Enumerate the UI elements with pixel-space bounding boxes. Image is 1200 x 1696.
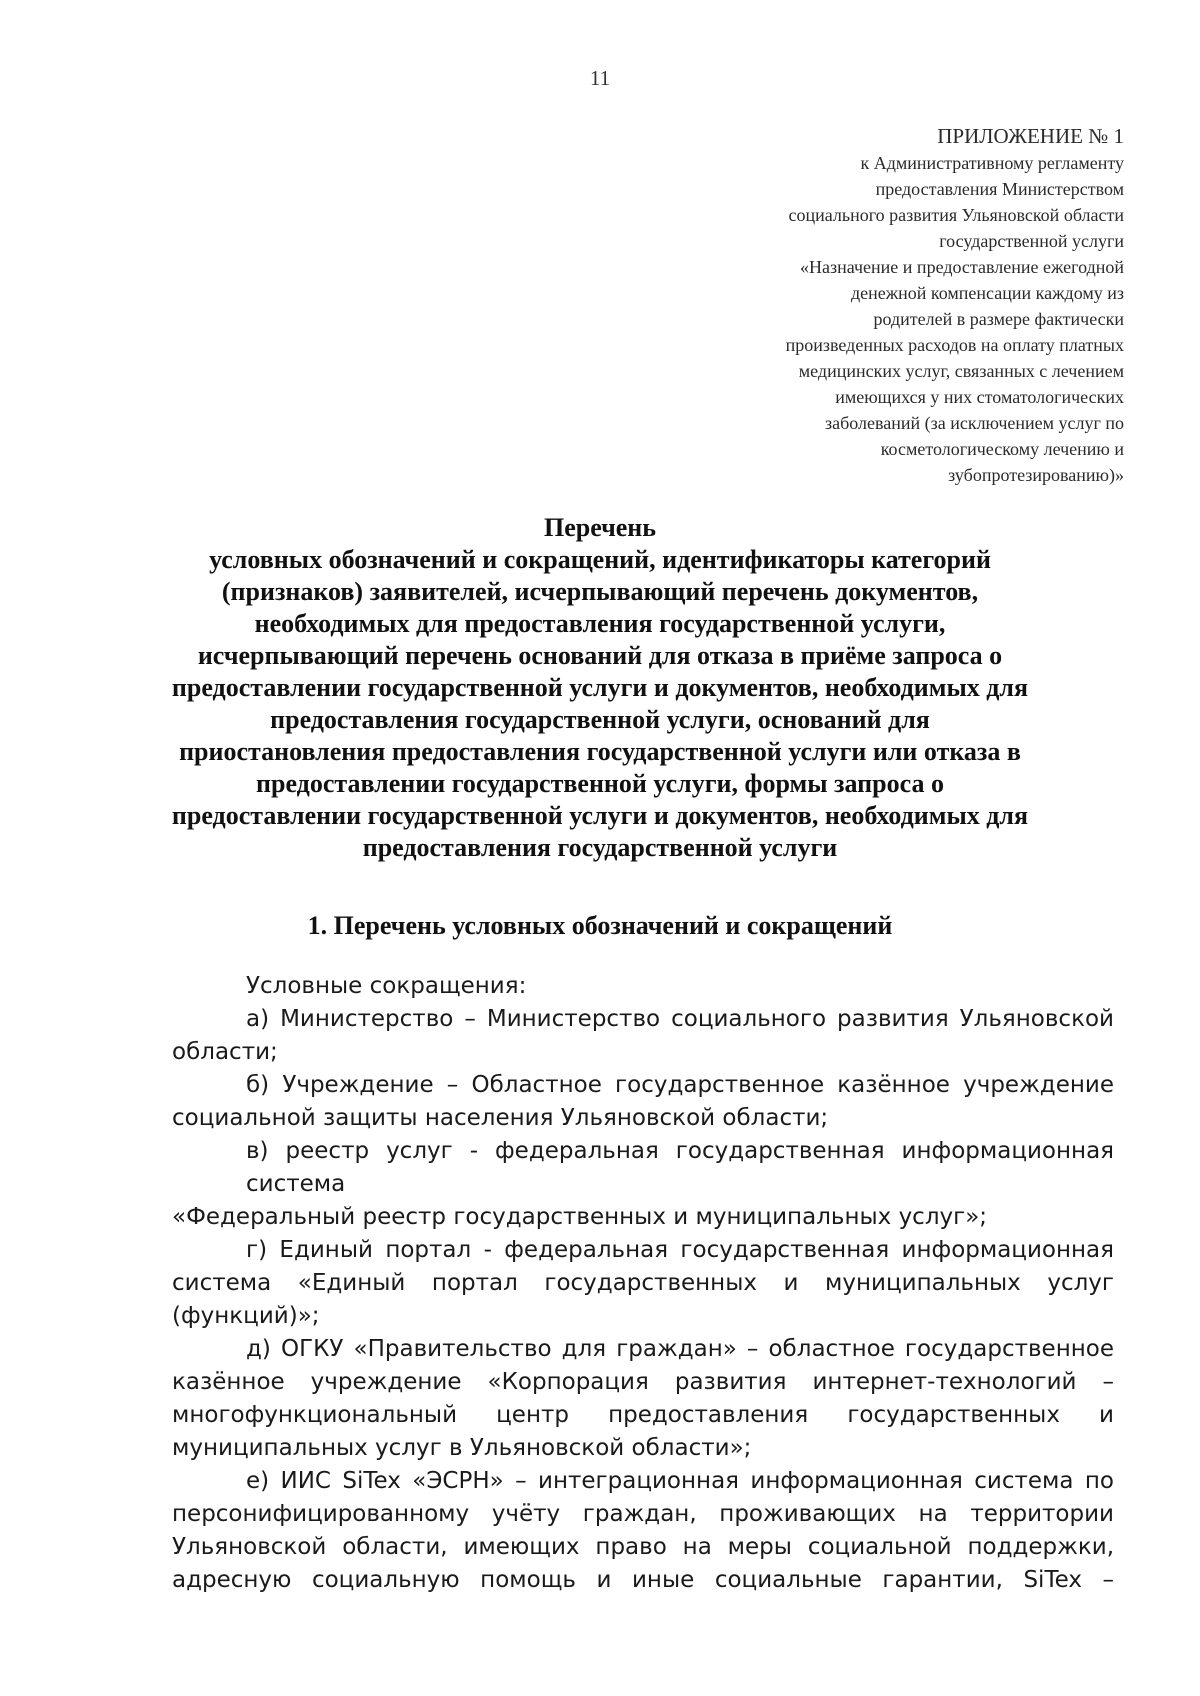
appendix-lines xyxy=(664,150,1124,488)
abbreviation-item-b xyxy=(172,1069,1114,1135)
paragraph-line: а) Министерство – Министерство социального развития Ульяновской xyxy=(246,1006,1114,1032)
title-line: условных обозначений и сокращений, идентификаторы категорий xyxy=(209,545,991,574)
appendix-line: произведенных расходов на оплату платных xyxy=(785,335,1124,355)
appendix-line: имеющихся у них стоматологических xyxy=(835,387,1124,407)
paragraph-line: социальной защиты населения Ульяновской области; xyxy=(172,1105,829,1131)
title-line: предоставлении государственной услуги и документов, необходимых для xyxy=(171,801,1029,830)
paragraph-line: области; xyxy=(172,1039,278,1065)
title-line: предоставления государственной услуги, оснований для xyxy=(270,705,930,734)
appendix-line: зубопротезированию)» xyxy=(948,465,1124,485)
abbreviation-item-v xyxy=(172,1135,1114,1234)
appendix-line: медицинских услуг, связанных с лечением xyxy=(798,361,1124,381)
appendix-line: социального развития Ульяновской области xyxy=(788,205,1124,225)
title-line: предоставления государственной услуги xyxy=(362,833,838,862)
appendix-line: «Назначение и предоставление ежегодной xyxy=(800,257,1124,277)
paragraph-line: система «Единый портал государственных и муниципальных услуг xyxy=(172,1270,1114,1296)
appendix-title: ПРИЛОЖЕНИЕ № 1 xyxy=(937,124,1124,148)
title-line: исчерпывающий перечень оснований для отказа в приёме запроса о xyxy=(197,641,1003,670)
document-title xyxy=(120,512,1080,864)
title-line: предоставлении государственной услуги и документов, необходимых для xyxy=(171,673,1029,702)
abbreviation-item-d xyxy=(172,1333,1114,1465)
paragraph-line: многофункциональный центр предоставления государственных и xyxy=(172,1402,1114,1428)
appendix-line: государственной услуги xyxy=(939,231,1124,251)
paragraph-line: Ульяновской области, имеющих право на меры социальной поддержки, xyxy=(172,1534,1114,1560)
paragraph-line: д) ОГКУ «Правительство для граждан» – областное государственное xyxy=(246,1336,1114,1362)
section-body xyxy=(172,970,1114,1597)
title-heading: Перечень xyxy=(543,513,657,542)
abbreviation-item-g xyxy=(172,1234,1114,1333)
paragraph-line: «Федеральный реестр государственных и муниципальных услуг»; xyxy=(172,1204,988,1230)
appendix-line: заболеваний (за исключением услуг по xyxy=(824,413,1124,433)
paragraph-line: адресную социальную помощь и иные социальные гарантии, SiTex – xyxy=(172,1567,1114,1593)
paragraph-line: персонифицированному учёту граждан, проживающих на территории xyxy=(172,1501,1114,1527)
paragraph-line: е) ИИС SiTex «ЭСРН» – интеграционная информационная система по xyxy=(246,1468,1114,1494)
paragraph-line: б) Учреждение – Областное государственное казённое учреждение xyxy=(246,1072,1114,1098)
appendix-line: к Административному регламенту xyxy=(860,153,1124,173)
section-heading: 1. Перечень условных обозначений и сокращений xyxy=(307,911,893,940)
paragraph-line: казённое учреждение «Корпорация развития интернет-технологий – xyxy=(172,1369,1114,1395)
paragraph-line: (функций)»; xyxy=(172,1303,320,1329)
paragraph-line: муниципальных услуг в Ульяновской области»; xyxy=(172,1435,752,1461)
title-line: необходимых для предоставления государственной услуги, xyxy=(254,609,946,638)
appendix-line: предоставления Министерством xyxy=(875,179,1124,199)
appendix-line: косметологическому лечению и xyxy=(880,439,1124,459)
appendix-line: родителей в размере фактически xyxy=(873,309,1124,329)
title-line: приостановления предоставления государственной услуги или отказа в xyxy=(179,737,1021,766)
abbreviations-intro: Условные сокращения: xyxy=(246,973,527,999)
abbreviation-item-e xyxy=(172,1465,1114,1597)
title-line: предоставлении государственной услуги, формы запроса о xyxy=(256,769,944,798)
abbreviation-item-a xyxy=(172,1003,1114,1069)
appendix-block xyxy=(664,122,1124,488)
appendix-line: денежной компенсации каждому из xyxy=(850,283,1124,303)
page-number: 11 xyxy=(589,66,611,90)
paragraph-line: г) Единый портал - федеральная государственная информационная xyxy=(246,1237,1114,1263)
paragraph-line: в) реестр услуг - федеральная государственная информационная система xyxy=(246,1138,1114,1197)
title-line: (признаков) заявителей, исчерпывающий перечень документов, xyxy=(221,577,979,606)
